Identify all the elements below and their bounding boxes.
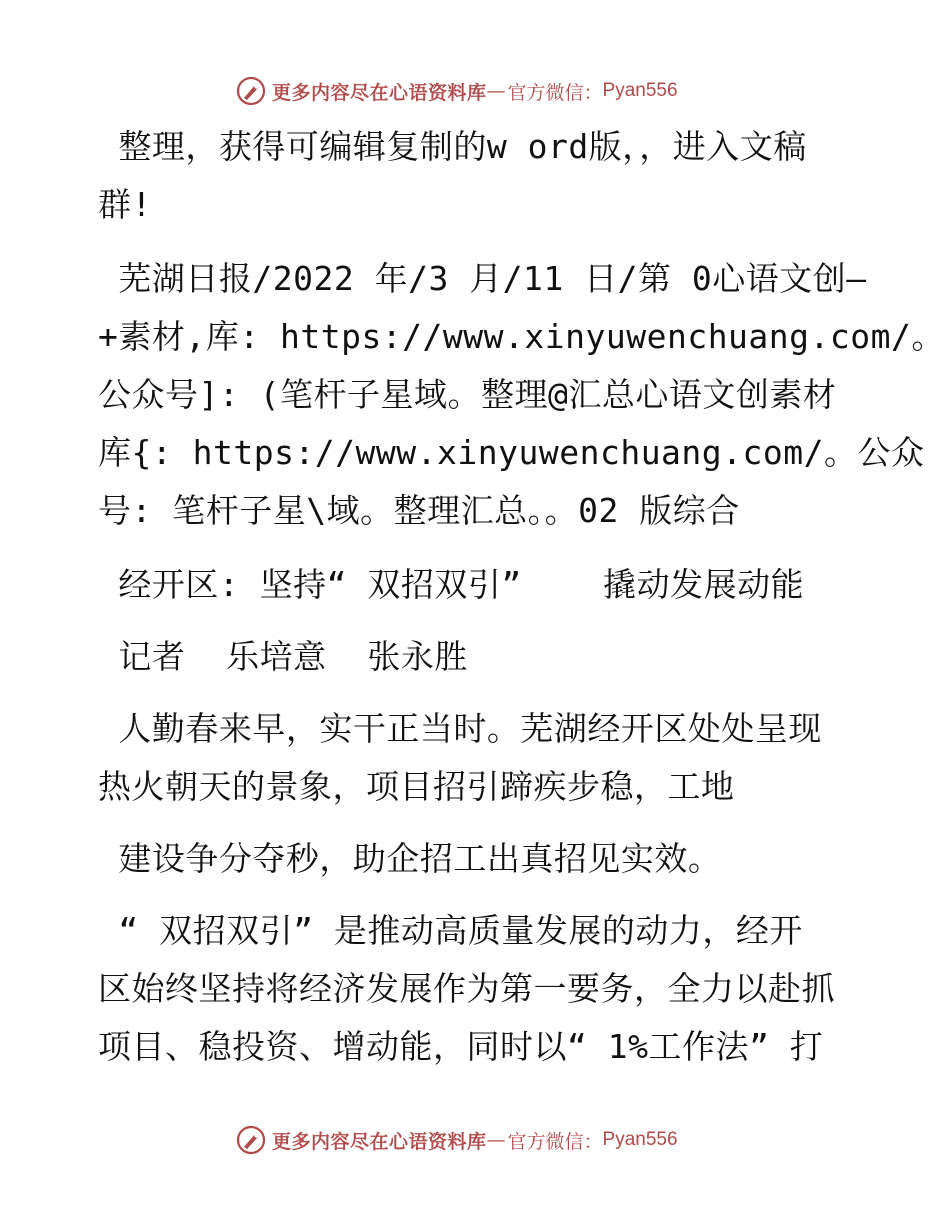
text-line: 项目、稳投资、增动能，同时以“ 1%工作法” 打 bbox=[98, 1027, 824, 1066]
article-headline: 经开区: 坚持“ 双招双引” 撬动发展动能 bbox=[98, 565, 805, 604]
text-line: +素材,库: https://www.xinyuwenchuang.com/。 bbox=[98, 317, 945, 356]
text-line: 整理，获得可编辑复制的w ord版，，进入文稿 bbox=[98, 127, 807, 166]
text-line: 公众号]: (笔杆子星域。整理@汇总心语文创素材 bbox=[98, 375, 837, 414]
watermark-text: 更多内容尽在心语资料库 bbox=[272, 81, 487, 104]
text-line: 群! bbox=[98, 185, 152, 224]
watermark-separator: — bbox=[486, 1129, 506, 1151]
watermark-wechat-label: 官方微信： bbox=[507, 1130, 603, 1153]
text-line: 区始终坚持将经济发展作为第一要务，全力以赴抓 bbox=[98, 969, 835, 1008]
text-line: 库{: https://www.xinyuwenchuang.com/。公众 bbox=[98, 433, 925, 472]
watermark-separator: — bbox=[486, 80, 506, 102]
paragraph-3 bbox=[98, 700, 858, 816]
footer-watermark bbox=[236, 1123, 678, 1157]
document-body bbox=[98, 118, 945, 1076]
text-line: “ 双招双引” 是推动高质量发展的动力，经开 bbox=[98, 911, 803, 950]
paragraph-5 bbox=[98, 902, 858, 1076]
pen-nib-logo-icon bbox=[236, 1125, 266, 1155]
text-line: 人勤春来早，实干正当时。芜湖经开区处处呈现 bbox=[98, 709, 822, 748]
paragraph-1 bbox=[98, 118, 858, 234]
watermark-text: 更多内容尽在心语资料库 bbox=[272, 1130, 487, 1153]
text-line: 芜湖日报/2022 年/3 月/11 日/第 0心语文创— bbox=[98, 259, 867, 298]
watermark-wechat-label: 官方微信： bbox=[507, 81, 603, 104]
article-byline: 记者 乐培意 张永胜 bbox=[98, 637, 468, 676]
watermark-wechat-id: Pyan556 bbox=[602, 1129, 678, 1150]
watermark-wechat-id: Pyan556 bbox=[602, 80, 678, 101]
pen-nib-logo-icon bbox=[236, 76, 266, 106]
text-line: 热火朝天的景象，项目招引蹄疾步稳，工地 bbox=[98, 767, 735, 806]
header-watermark bbox=[236, 74, 678, 108]
paragraph-4: 建设争分夺秒，助企招工出真招见实效。 bbox=[98, 839, 722, 878]
paragraph-source bbox=[98, 250, 945, 540]
text-line: 号: 笔杆子星\域。整理汇总。。02 版综合 bbox=[98, 491, 740, 530]
